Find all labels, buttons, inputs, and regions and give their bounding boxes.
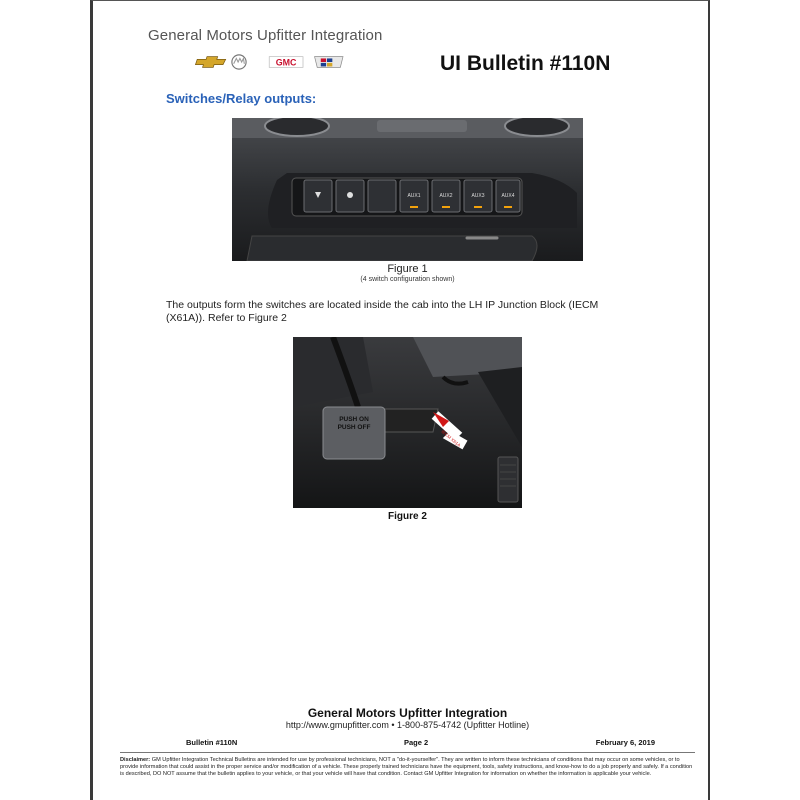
arrow-label: IECM X61A [440,428,462,448]
footer-org: General Motors Upfitter Integration [307,706,508,720]
body-paragraph: The outputs form the switches are located inside the cab into the LH IP Junction Block (IECM (X61A)). Refer to Figure 2 [166,299,599,324]
panel-text-push-off: PUSH OFF [337,424,371,431]
bulletin-title: UI Bulletin #110N [440,52,611,75]
footer-page-number: Page 2 [404,738,429,747]
figure1-photo [232,118,583,261]
chevrolet-logo [195,57,225,68]
figure1-image [232,118,583,261]
footer-divider [120,752,695,753]
brand-logos [186,54,356,70]
figure1-note: (4 switch configuration shown) [360,276,455,283]
gmc-logo-text: GMC [275,57,297,68]
footer-date: February 6, 2019 [595,738,655,747]
panel-text-push-on: PUSH ON [339,416,369,423]
section-title: Switches/Relay outputs: [166,91,317,106]
switch-label-aux4: AUX4 [501,193,515,199]
switch-label-aux1: AUX1 [407,193,421,199]
switch-label-aux3: AUX3 [471,193,485,199]
disclaimer [120,757,695,779]
disclaimer-text: GM Upfitter Integration Technical Bulletins are intended for use by professional technicians, NOT a "do-it-yourselfer". They are written to inform these technicians of conditions that may occur on some vehicles, or to provide information that could assist in the proper service and/or modification of a vehicle. These properly trained technicians have the equipment, tools, safety instructions, and know-how to do a job properly and safely. If a condition is described, DO NOT assume that the bulletin applies to your vehicle, or that your vehicle will have that condition. Contact GM Upfitter Integration for information on whether the information is applicable your vehicle. [120,757,693,778]
figure1-caption: Figure 1 [387,263,428,275]
figure2-caption: Figure 2 [388,511,427,522]
switch-label-aux2: AUX2 [439,193,453,199]
buick-logo [232,55,246,69]
disclaimer-label: Disclaimer: [120,757,151,763]
footer-contact: http://www.gmupfitter.com • 1-800-875-4742 (Upfitter Hotline) [285,720,530,730]
org-header: General Motors Upfitter Integration [148,27,383,44]
figure2-photo [293,337,522,508]
gmc-logo [269,57,303,68]
cadillac-logo [315,57,343,68]
footer-meta-row [186,738,655,747]
footer-bulletin-number: Bulletin #110N [186,738,238,747]
figure2-image [293,337,522,508]
